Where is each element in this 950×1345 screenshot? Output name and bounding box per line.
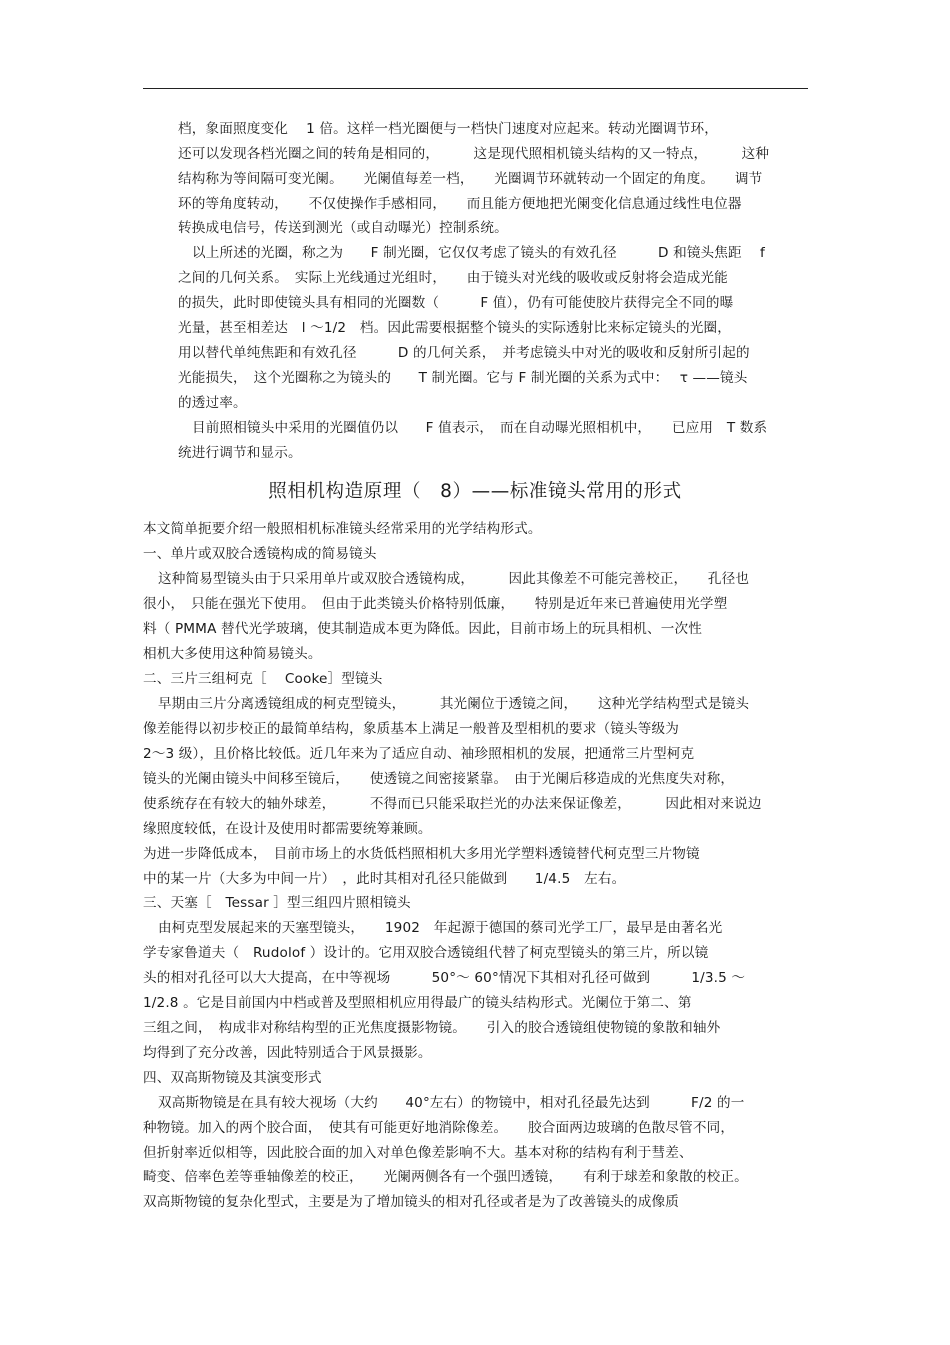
text-line: 之间的几何关系。 实际上光线通过光组时， 由于镜头对光线的吸收或反射将会造成光能 bbox=[178, 270, 728, 286]
text-line: 早期由三片分离透镜组成的柯克型镜头， 其光阑位于透镜之间， 这种光学结构型式是镜头 bbox=[158, 696, 750, 712]
text-line: 像差能得以初步校正的最简单结构，象质基本上满足一般普及型相机的要求（镜头等级为 bbox=[143, 721, 680, 737]
text-line: 为进一步降低成本， 目前市场上的水货低档照相机大多用光学塑料透镜替代柯克型三片物镜 bbox=[143, 846, 700, 862]
text-line: 的损失，此时即使镜头具有相同的光圈数（ F 值），仍有可能使胶片获得完全不同的曝 bbox=[178, 295, 734, 311]
text-line: 畸变、倍率色差等垂轴像差的校正， 光阑两侧各有一个强凹透镜， 有利于球差和象散的校正。 bbox=[143, 1169, 748, 1185]
text-line: 头的相对孔径可以大大提高，在中等视场 50°～ 60°情况下其相对孔径可做到 1/3.5 ～ bbox=[143, 970, 746, 986]
text-line: 用以替代单纯焦距和有效孔径 D 的几何关系， 并考虑镜头中对光的吸收和反射所引起的 bbox=[178, 345, 750, 361]
text-line: 由柯克型发展起来的天塞型镜头， 1902 年起源于德国的蔡司光学工厂，最早是由著名光 bbox=[158, 920, 723, 936]
text-line: 以上所述的光圈，称之为 F 制光圈，它仅仅考虑了镜头的有效孔径 D 和镜头焦距 f bbox=[192, 245, 765, 261]
text-line: 镜头的光阑由镜头中间移至镜后， 使透镜之间密接紧靠。 由于光阑后移造成的光焦度失对称， bbox=[143, 771, 735, 787]
text-line: 目前照相镜头中采用的光圈值仍以 F 值表示， 而在自动曝光照相机中， 已应用 T 数系 bbox=[192, 420, 768, 436]
section-heading: 三、天塞［ Tessar ］型三组四片照相镜头 bbox=[143, 895, 411, 911]
text-line: 档，象面照度变化 1 倍。这样一档光圈便与一档快门速度对应起来。转动光圈调节环， bbox=[178, 121, 719, 137]
text-line: 光能损失， 这个光圈称之为镜头的 T 制光圈。它与 F 制光圈的关系为式中： τ ——镜头 bbox=[178, 370, 748, 386]
section-heading: 四、双高斯物镜及其演变形式 bbox=[143, 1070, 322, 1086]
text-line: 光量，甚至相差达 l ～1/2 档。因此需要根据整个镜头的实际透射比来标定镜头的光圈， bbox=[178, 320, 731, 336]
text-line: 1/2.8 。它是目前国内中档或普及型照相机应用得最广的镜头结构形式。光阑位于第二、第 bbox=[143, 995, 692, 1011]
text-line: 环的等角度转动， 不仅使操作手感相同， 而且能方便地把光阑变化信息通过线性电位器 bbox=[178, 196, 742, 212]
text-line: 相机大多使用这种简易镜头。 bbox=[143, 646, 322, 662]
text-line: 但折射率近似相等，因此胶合面的加入对单色像差影响不大。基本对称的结构有利于彗差、 bbox=[143, 1145, 693, 1161]
text-line: 三组之间， 构成非对称结构型的正光焦度摄影物镜。 引入的胶合透镜组使物镜的象散和轴外 bbox=[143, 1020, 721, 1036]
section-heading: 二、三片三组柯克［ Cooke］型镜头 bbox=[143, 671, 383, 687]
text-line: 很小， 只能在强光下使用。 但由于此类镜头价格特别低廉， 特别是近年来已普遍使用光学塑 bbox=[143, 596, 728, 612]
article-title: 照相机构造原理（ 8）——标准镜头常用的形式 bbox=[268, 481, 682, 502]
text-line: 双高斯物镜的复杂化型式，主要是为了增加镜头的相对孔径或者是为了改善镜头的成像质 bbox=[143, 1194, 680, 1210]
header-rule bbox=[143, 88, 808, 89]
text-line: 转换成电信号，传送到测光（或自动曝光）控制系统。 bbox=[178, 220, 508, 236]
text-line: 均得到了充分改善，因此特别适合于风景摄影。 bbox=[143, 1045, 432, 1061]
text-line: 学专家鲁道夫（ Rudolof ）设计的。它用双胶合透镜组代替了柯克型镜头的第三片，所以镜 bbox=[143, 945, 709, 961]
text-line: 料（ PMMA 替代光学玻璃，使其制造成本更为降低。因此，目前市场上的玩具相机、一次性 bbox=[143, 621, 703, 637]
text-line: 使系统存在有较大的轴外球差， 不得而已只能采取拦光的办法来保证像差， 因此相对来说边 bbox=[143, 796, 762, 812]
text-line: 本文简单扼要介绍一般照相机标准镜头经常采用的光学结构形式。 bbox=[143, 521, 542, 537]
text-line: 还可以发现各档光圈之间的转角是相同的， 这是现代照相机镜头结构的又一特点， 这种 bbox=[178, 146, 770, 162]
text-line: 结构称为等间隔可变光阑。 光阑值每差一档， 光圈调节环就转动一个固定的角度。 调节 bbox=[178, 171, 763, 187]
text-line: 2～3 级），且价格比较低。近几年来为了适应自动、袖珍照相机的发展，把通常三片型柯克 bbox=[143, 746, 695, 762]
text-line: 中的某一片（大多为中间一片） ，此时其相对孔径只能做到 1/4.5 左右。 bbox=[143, 871, 626, 887]
text-line: 的透过率。 bbox=[178, 395, 247, 411]
text-line: 这种简易型镜头由于只采用单片或双胶合透镜构成， 因此其像差不可能完善校正， 孔径也 bbox=[158, 571, 750, 587]
text-line: 统进行调节和显示。 bbox=[178, 445, 302, 461]
text-line: 种物镜。加入的两个胶合面， 使其有可能更好地消除像差。 胶合面两边玻璃的色散尽管不同， bbox=[143, 1120, 735, 1136]
section-heading: 一、单片或双胶合透镜构成的简易镜头 bbox=[143, 546, 377, 562]
text-line: 双高斯物镜是在具有较大视场（大约 40°左右）的物镜中，相对孔径最先达到 F/2 的一 bbox=[158, 1095, 745, 1111]
text-line: 缘照度较低，在设计及使用时都需要统筹兼顾。 bbox=[143, 821, 432, 837]
